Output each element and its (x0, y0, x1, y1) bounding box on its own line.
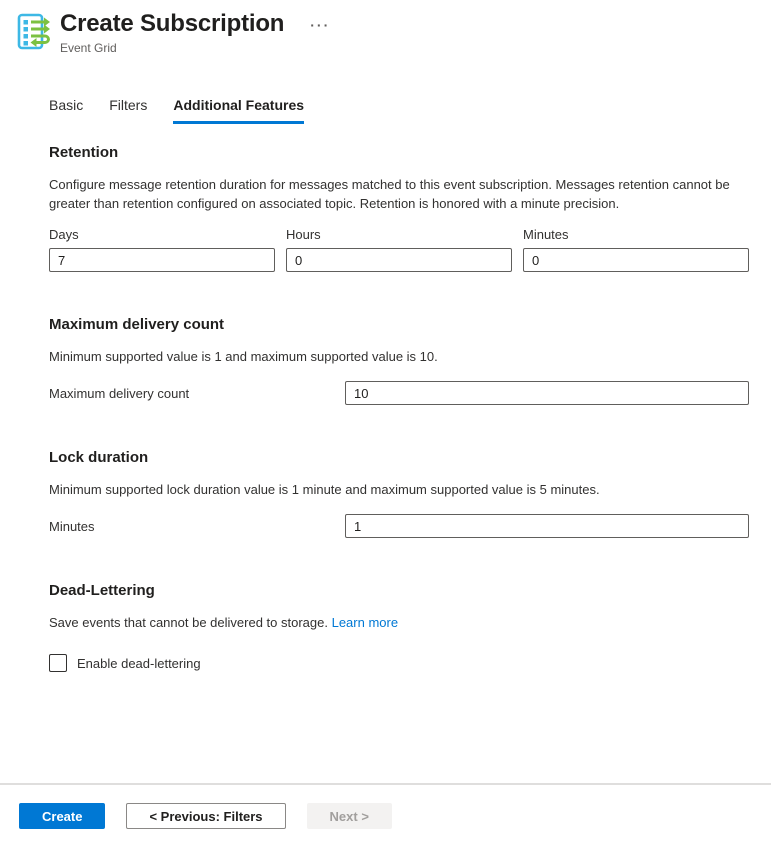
retention-heading: Retention (49, 144, 119, 161)
dead-lettering-heading: Dead-Lettering (49, 582, 155, 599)
page-title: Create Subscription (60, 10, 285, 37)
next-button[interactable]: Next > (307, 803, 392, 829)
section-retention (49, 144, 749, 272)
lock-duration-minutes-input[interactable] (345, 514, 749, 538)
page-header (0, 0, 771, 55)
page-subtitle: Event Grid (60, 41, 117, 55)
wizard-tabs (49, 97, 771, 124)
retention-hours-field (286, 227, 512, 272)
tab-additional-features[interactable]: Additional Features (173, 97, 304, 124)
max-delivery-label: Maximum delivery count (49, 385, 190, 401)
dead-lettering-description (49, 613, 749, 632)
lock-duration-minutes-label: Minutes (49, 518, 95, 534)
enable-dead-lettering-label: Enable dead-lettering (77, 655, 201, 671)
lock-duration-description: Minimum supported lock duration value is 1 minute and maximum supported value is 5 minutes. (49, 482, 600, 497)
more-options-button[interactable]: ··· (310, 17, 331, 33)
enable-dead-lettering-checkbox[interactable] (49, 654, 67, 672)
create-button[interactable]: Create (19, 803, 105, 829)
retention-minutes-field (523, 227, 749, 272)
max-delivery-description: Minimum supported value is 1 and maximum supported value is 10. (49, 349, 438, 364)
previous-filters-button[interactable]: < Previous: Filters (126, 803, 285, 829)
tab-basic[interactable]: Basic (49, 97, 83, 124)
learn-more-link[interactable]: Learn more (331, 615, 399, 630)
hours-label: Hours (286, 227, 321, 242)
tab-filters[interactable]: Filters (109, 97, 147, 124)
dead-lettering-checkbox-row (49, 654, 749, 672)
minutes-label: Minutes (523, 227, 569, 242)
section-max-delivery-count (49, 316, 749, 405)
minutes-input[interactable] (523, 248, 749, 272)
retention-days-field (49, 227, 275, 272)
max-delivery-heading: Maximum delivery count (49, 316, 225, 333)
section-dead-lettering (49, 582, 749, 672)
max-delivery-field-row (49, 381, 749, 405)
max-delivery-input[interactable] (345, 381, 749, 405)
days-input[interactable] (49, 248, 275, 272)
days-label: Days (49, 227, 79, 242)
section-lock-duration (49, 449, 749, 538)
dead-lettering-description-text: Save events that cannot be delivered to storage. (49, 615, 328, 630)
lock-duration-heading: Lock duration (49, 449, 149, 466)
hours-input[interactable] (286, 248, 512, 272)
retention-description: Configure message retention duration for messages matched to this event subscription. Messages retention cannot be greater than retention configured on associated topic. Retention is honored with a minute precision. (49, 177, 730, 211)
lock-duration-field-row (49, 514, 749, 538)
wizard-footer (0, 783, 771, 851)
event-grid-subscription-icon (14, 12, 54, 52)
retention-fields-row (49, 227, 749, 272)
